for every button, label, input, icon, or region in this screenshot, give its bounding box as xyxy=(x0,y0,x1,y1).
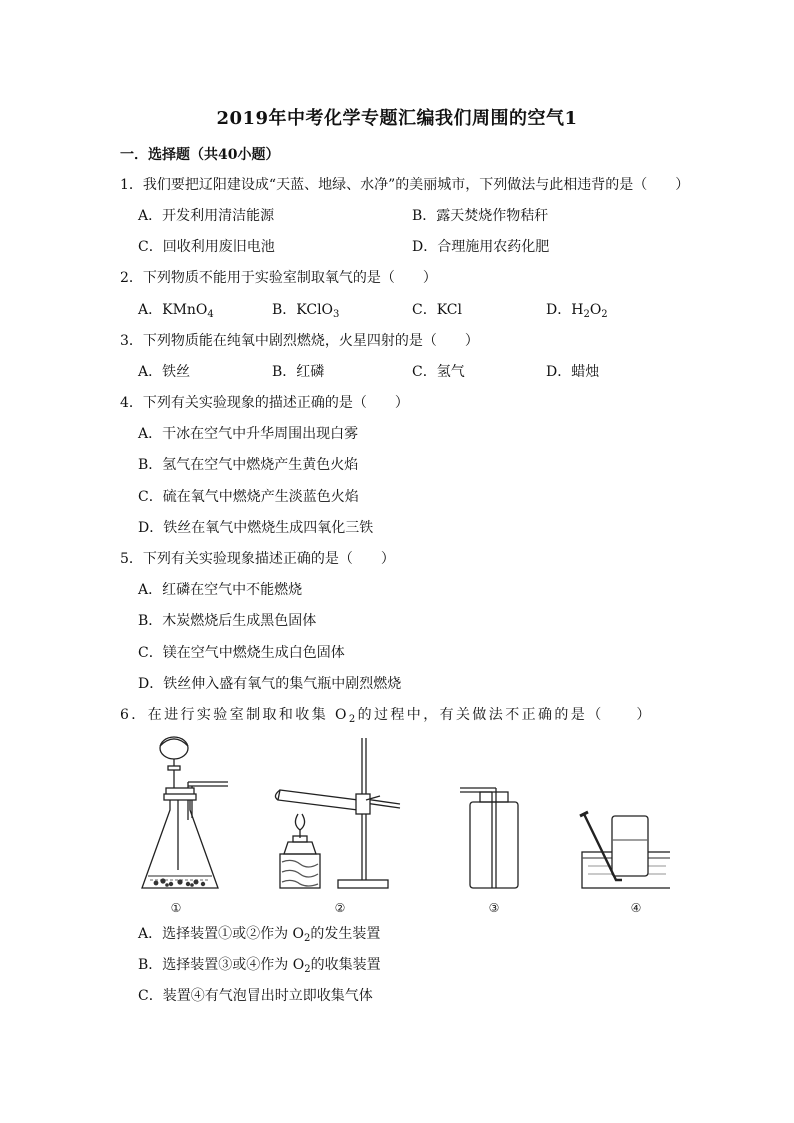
q6-option-b: B．选择装置③或④作为 $O_2$的收集装置 xyxy=(138,957,381,975)
question-3-stem: 3．下列物质能在纯氧中剧烈燃烧，火星四射的是（ ） xyxy=(120,333,479,349)
q1-option-a: A．开发利用清洁能源 xyxy=(138,208,275,224)
page-title: 2019年中考化学专题汇编我们周围的空气1 xyxy=(216,108,578,129)
q3-option-b: B．红磷 xyxy=(272,364,325,380)
figure-label-1: ① xyxy=(170,901,182,915)
figure-label-2: ② xyxy=(334,901,346,915)
q6-option-a: A．选择装置①或②作为 $O_2$的发生装置 xyxy=(138,926,381,944)
q5-option-d: D．铁丝伸入盛有氧气的集气瓶中剧烈燃烧 xyxy=(138,676,402,692)
apparatus-figure xyxy=(130,730,670,920)
q4-option-b: B．氢气在空气中燃烧产生黄色火焰 xyxy=(138,457,359,473)
question-4-stem: 4．下列有关实验现象的描述正确的是（ ） xyxy=(120,395,409,411)
q2-option-d: D．$H_2O_2$ xyxy=(546,302,608,320)
question-6-stem: 6．在进行实验室制取和收集 $O_2$的过程中，有关做法不正确的是（ ） xyxy=(120,707,653,725)
apparatus-4-trough xyxy=(580,812,670,888)
q3-option-d: D．蜡烛 xyxy=(546,364,600,380)
question-5-stem: 5．下列有关实验现象描述正确的是（ ） xyxy=(120,551,395,567)
figure-label-3: ③ xyxy=(488,901,500,915)
q5-option-a: A．红磷在空气中不能燃烧 xyxy=(138,582,303,598)
q3-option-c: C．氢气 xyxy=(412,364,465,380)
apparatus-3-bottle xyxy=(460,788,518,888)
q4-option-c: C．硫在氧气中燃烧产生淡蓝色火焰 xyxy=(138,489,359,505)
q6-option-c: C．装置④有气泡冒出时立即收集气体 xyxy=(138,988,373,1004)
apparatus-2-heating xyxy=(275,738,400,888)
q1-option-c: C．回收利用废旧电池 xyxy=(138,239,275,255)
figure-label-4: ④ xyxy=(630,901,642,915)
q3-option-a: A．铁丝 xyxy=(138,364,191,380)
apparatus-1-flask xyxy=(142,737,228,888)
q1-option-d: D．合理施用农药化肥 xyxy=(412,239,550,255)
q5-option-b: B．木炭燃烧后生成黑色固体 xyxy=(138,613,317,629)
q5-option-c: C．镁在空气中燃烧生成白色固体 xyxy=(138,645,345,661)
q1-option-b: B．露天焚烧作物秸秆 xyxy=(412,208,549,224)
question-1-stem: 1．我们要把辽阳建设成“天蓝、地绿、水净”的美丽城市，下列做法与此相违背的是（ ） xyxy=(120,177,690,193)
q2-option-c: C．KCl xyxy=(412,302,462,318)
q2-option-a: A．KMnO$_4$ xyxy=(138,302,214,320)
q4-option-a: A．干冰在空气中升华周围出现白雾 xyxy=(138,426,359,442)
question-2-stem: 2．下列物质不能用于实验室制取氧气的是（ ） xyxy=(120,270,437,286)
section-heading: 一．选择题（共40小题） xyxy=(120,147,280,163)
q4-option-d: D．铁丝在氧气中燃烧生成四氧化三铁 xyxy=(138,520,374,536)
q2-option-b: B．KClO$_3$ xyxy=(272,302,340,320)
